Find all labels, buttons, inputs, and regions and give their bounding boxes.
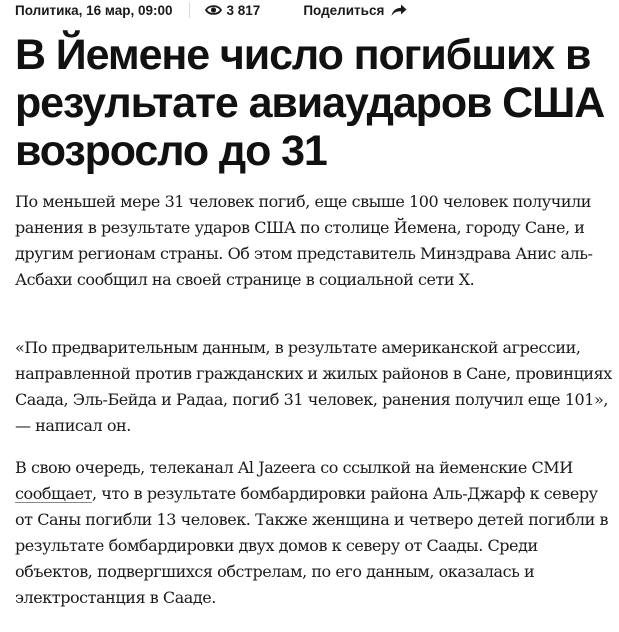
meta-divider — [189, 2, 190, 18]
view-count: 3 817 — [226, 2, 261, 18]
view-counter — [205, 3, 261, 18]
paragraph-3-text-start: В свою очередь, телеканал Al Jazeera со ссылкой на йеменские СМИ — [15, 458, 573, 477]
paragraph-3-text-end: , что в результате бомбардировки района Аль-Джарф к северу от Саны погибли 13 человек. Также женщина и четверо детей погибли в результате бомбардировки двух домов к северу от Саады. Среди объектов, подвергшихся обстрелам, по его данным, оказалась и электростанция в Сааде. — [15, 484, 609, 607]
source-link[interactable]: сообщает — [15, 484, 92, 503]
eye-icon — [205, 4, 222, 16]
share-label: Поделиться — [303, 2, 385, 18]
article-paragraph-1: По меньшей мере 31 человек погиб, еще свыше 100 человек получили ранения в результате ударов США по столице Йемена, городу Сане, и другим регионам страны. Об этом представитель Минздрава Анис аль-Асбахи сообщил на своей странице в социальной сети X. — [15, 192, 593, 289]
article-title: В Йемене число погибших в результате авиаударов США возросло до 31 — [15, 31, 605, 175]
share-arrow-icon — [391, 4, 407, 17]
category-date: Политика, 16 мар, 09:00 — [15, 2, 173, 18]
article-paragraph-2: «По предварительным данным, в результате американской агрессии, направленной против гражданских и жилых районов в Сане, провинциях Саада, Эль-Бейда и Радаа, погиб 31 человек, ранения получил еще 101», — написал он. — [15, 338, 612, 435]
share-button[interactable] — [303, 3, 407, 18]
article-meta-bar — [15, 0, 407, 20]
article-paragraph-3 — [15, 455, 613, 611]
